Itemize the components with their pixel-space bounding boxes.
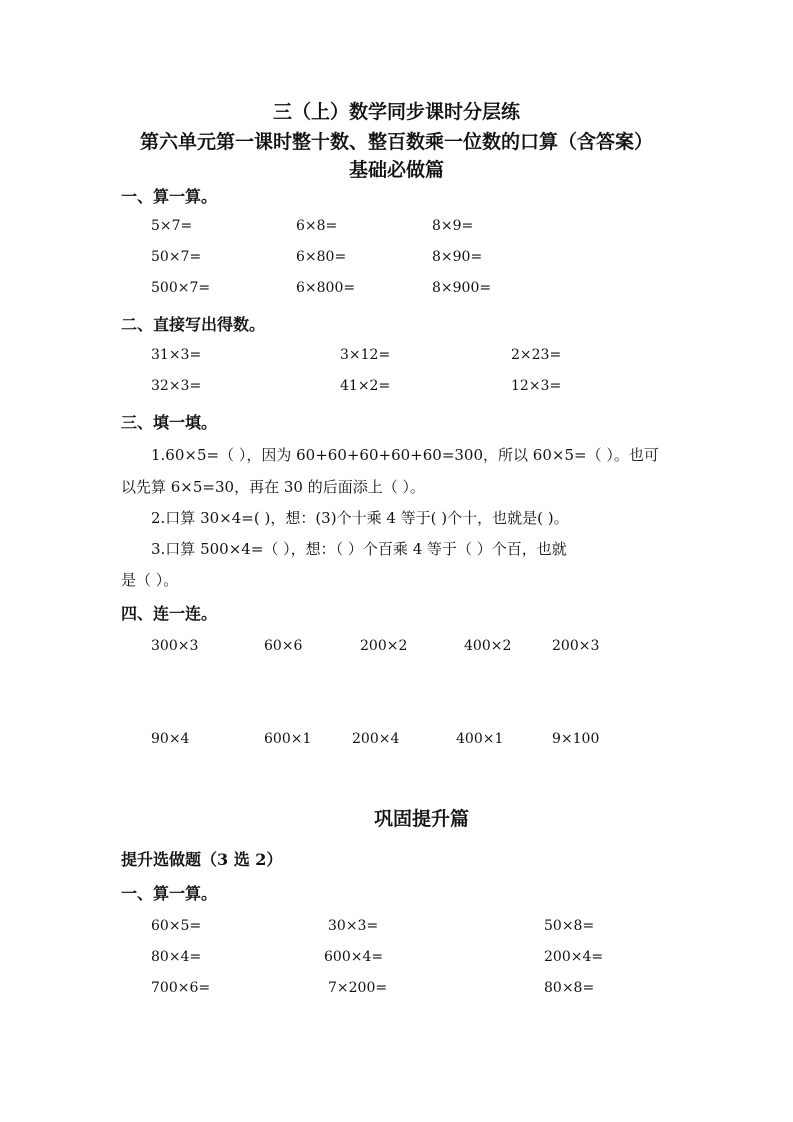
exercise-item: 700×6= — [151, 980, 211, 996]
heading-write-results: 二、直接写出得数。 — [121, 315, 266, 334]
exercise-item: 200×4= — [544, 949, 604, 965]
fill-question-3: 3.口算 500×4=（ ），想：（ ）个百乘 4 等于（ ）个百，也就 — [151, 540, 567, 558]
exercise-item: 6×800= — [296, 280, 356, 296]
exercise-item: 2×23= — [511, 347, 562, 363]
exercise-item: 30×3= — [328, 918, 379, 934]
exercise-item: 32×3= — [151, 378, 202, 394]
match-item-bottom: 200×4 — [352, 731, 400, 747]
match-item-top: 400×2 — [464, 638, 512, 654]
heading-calculate-2: 一、算一算。 — [121, 884, 218, 903]
exercise-item: 6×80= — [296, 249, 347, 265]
heading-fill-in: 三、填一填。 — [121, 413, 218, 432]
match-item-bottom: 400×1 — [456, 731, 504, 747]
fill-question-3-cont: 是（ ）。 — [121, 571, 179, 589]
fill-question-1: 1.60×5=（ ），因为 60+60+60+60+60=300，所以 60×5=（ ）。也可 — [151, 446, 659, 464]
page-subtitle: 第六单元第一课时整十数、整百数乘一位数的口算（含答案） — [139, 131, 653, 153]
exercise-item: 31×3= — [151, 347, 202, 363]
exercise-item: 7×200= — [328, 980, 388, 996]
exercise-item: 12×3= — [511, 378, 562, 394]
exercise-item: 500×7= — [151, 280, 211, 296]
exercise-item: 41×2= — [340, 378, 391, 394]
match-item-top: 200×3 — [552, 638, 600, 654]
exercise-item: 80×8= — [544, 980, 595, 996]
match-item-top: 300×3 — [151, 638, 199, 654]
section-title-basic: 基础必做篇 — [348, 159, 444, 181]
exercise-item: 50×8= — [544, 918, 595, 934]
exercise-item: 50×7= — [151, 249, 202, 265]
exercise-item: 8×90= — [432, 249, 483, 265]
exercise-item: 8×9= — [432, 218, 474, 234]
exercise-item: 8×900= — [432, 280, 492, 296]
section-title-advanced: 巩固提升篇 — [374, 808, 470, 830]
exercise-item: 5×7= — [151, 218, 193, 234]
match-item-bottom: 9×100 — [552, 731, 600, 747]
match-item-top: 200×2 — [360, 638, 408, 654]
page-title: 三（上）数学同步课时分层练 — [272, 101, 520, 123]
exercise-item: 6×8= — [296, 218, 338, 234]
fill-question-1-cont: 以先算 6×5=30，再在 30 的后面添上（ ）。 — [121, 478, 425, 496]
exercise-item: 3×12= — [340, 347, 391, 363]
match-item-top: 60×6 — [264, 638, 303, 654]
advanced-subtitle: 提升选做题（3 选 2） — [121, 850, 283, 869]
exercise-item: 60×5= — [151, 918, 202, 934]
fill-question-2: 2.口算 30×4=( )，想：(3)个十乘 4 等于( )个十，也就是( )。 — [151, 509, 569, 527]
match-item-bottom: 90×4 — [151, 731, 190, 747]
heading-match: 四、连一连。 — [121, 604, 218, 623]
exercise-item: 600×4= — [324, 949, 384, 965]
exercise-item: 80×4= — [151, 949, 202, 965]
heading-calculate: 一、算一算。 — [121, 187, 218, 206]
match-item-bottom: 600×1 — [264, 731, 312, 747]
